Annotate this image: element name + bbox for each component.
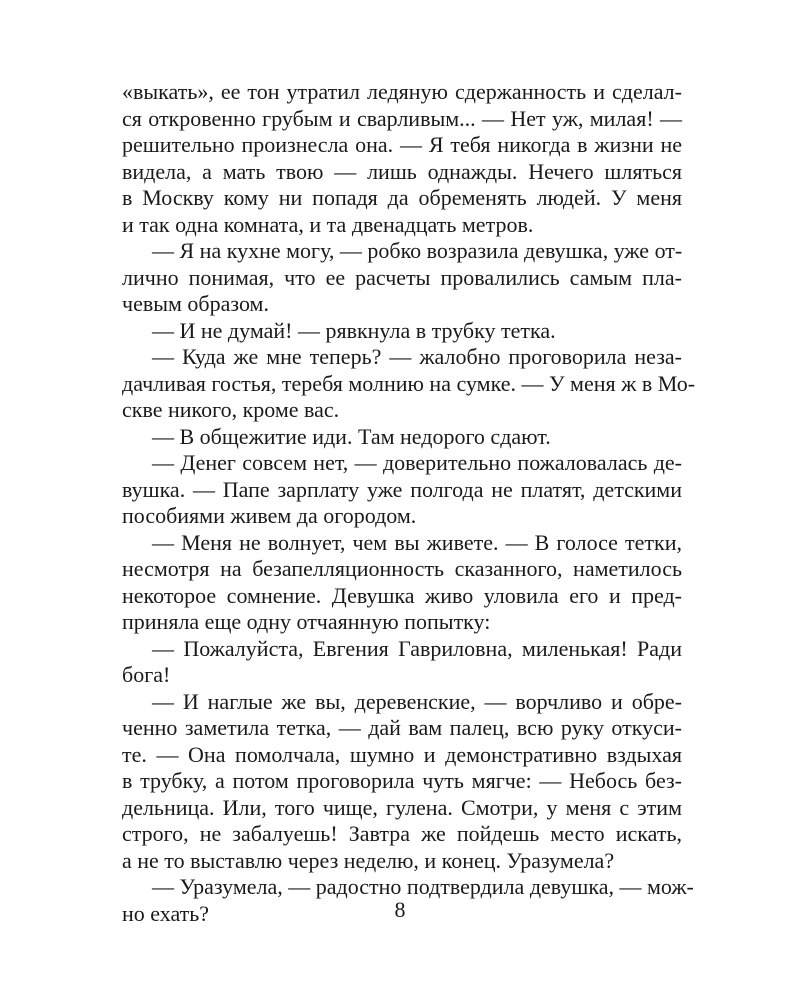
text-line: скве никого, кроме вас. (122, 397, 340, 422)
text-line: — Пожалуйста, Евгения Гавриловна, миленькая! Ради (152, 635, 682, 661)
text-line: дельница. Или, того чище, гулена. Смотри, у меня с этим (122, 794, 682, 820)
body-text (122, 79, 696, 927)
text-line: дачливая гостья, теребя молнию на сумке. — У меня ж в Мо- (122, 370, 696, 396)
text-line: вушка. — Папе зарплату уже полгода не платят, детскими (122, 476, 682, 502)
text-line: «выкать», ее тон утратил ледяную сдержанность и сделал- (122, 79, 682, 104)
text-line: а не то выставлю через неделю, и конец. Уразумела? (122, 847, 615, 873)
text-line: в Москву кому ни попадя да обременять людей. У меня (122, 185, 682, 210)
text-line: несмотря на безапелляционность сказанного, наметилось (122, 556, 682, 581)
text-line: — Уразумела, — радостно подтвердила девушка, — мож- (152, 874, 694, 899)
text-line: некоторое сомнение. Девушка живо уловила его и пред- (122, 582, 682, 608)
text-line: — Меня не волнует, чем вы живете. — В голосе тетки, (152, 529, 682, 555)
text-line: бога! (122, 662, 171, 687)
text-line: чевым образом. (122, 291, 269, 316)
text-line: — И не думай! — рявкнула в трубку тетка. (152, 317, 556, 343)
text-line: и так одна комната, и та двенадцать метров. (122, 211, 534, 237)
text-line: — И наглые же вы, деревенские, — ворчливо и обре- (152, 688, 682, 714)
text-line: — Я на кухне могу, — робко возразила девушка, уже от- (152, 238, 683, 263)
text-line: лично понимая, что ее расчеты провалились самым пла- (122, 264, 682, 290)
text-line: — Денег совсем нет, — доверительно пожаловалась де- (152, 450, 682, 475)
text-line: те. — Она помолчала, шумно и демонстративно вздыхая (122, 741, 682, 767)
text-line: приняла еще одну отчаянную попытку: (122, 609, 491, 634)
text-line: пособиями живем да огородом. (122, 503, 417, 528)
text-line: — Куда же мне теперь? — жалобно проговорила неза- (152, 344, 682, 369)
page-number: 8 (394, 897, 406, 922)
text-line: но ехать? (122, 900, 210, 926)
text-line: — В общежитие иди. Там недорого сдают. (152, 423, 551, 449)
text-line: ся откровенно грубым и сварливым... — Нет уж, милая! — (122, 105, 682, 131)
text-line: в трубку, а потом проговорила чуть мягче: — Небось без- (122, 768, 682, 793)
text-line: видела, а мать твою — лишь однажды. Нечего шляться (122, 158, 682, 184)
text-line: строго, не забалуешь! Завтра же пойдешь место искать, (122, 821, 682, 846)
text-line: решительно произнесла она. — Я тебя никогда в жизни не (122, 132, 682, 157)
text-line: ченно заметила тетка, — дай вам палец, всю руку откуси- (122, 715, 682, 740)
